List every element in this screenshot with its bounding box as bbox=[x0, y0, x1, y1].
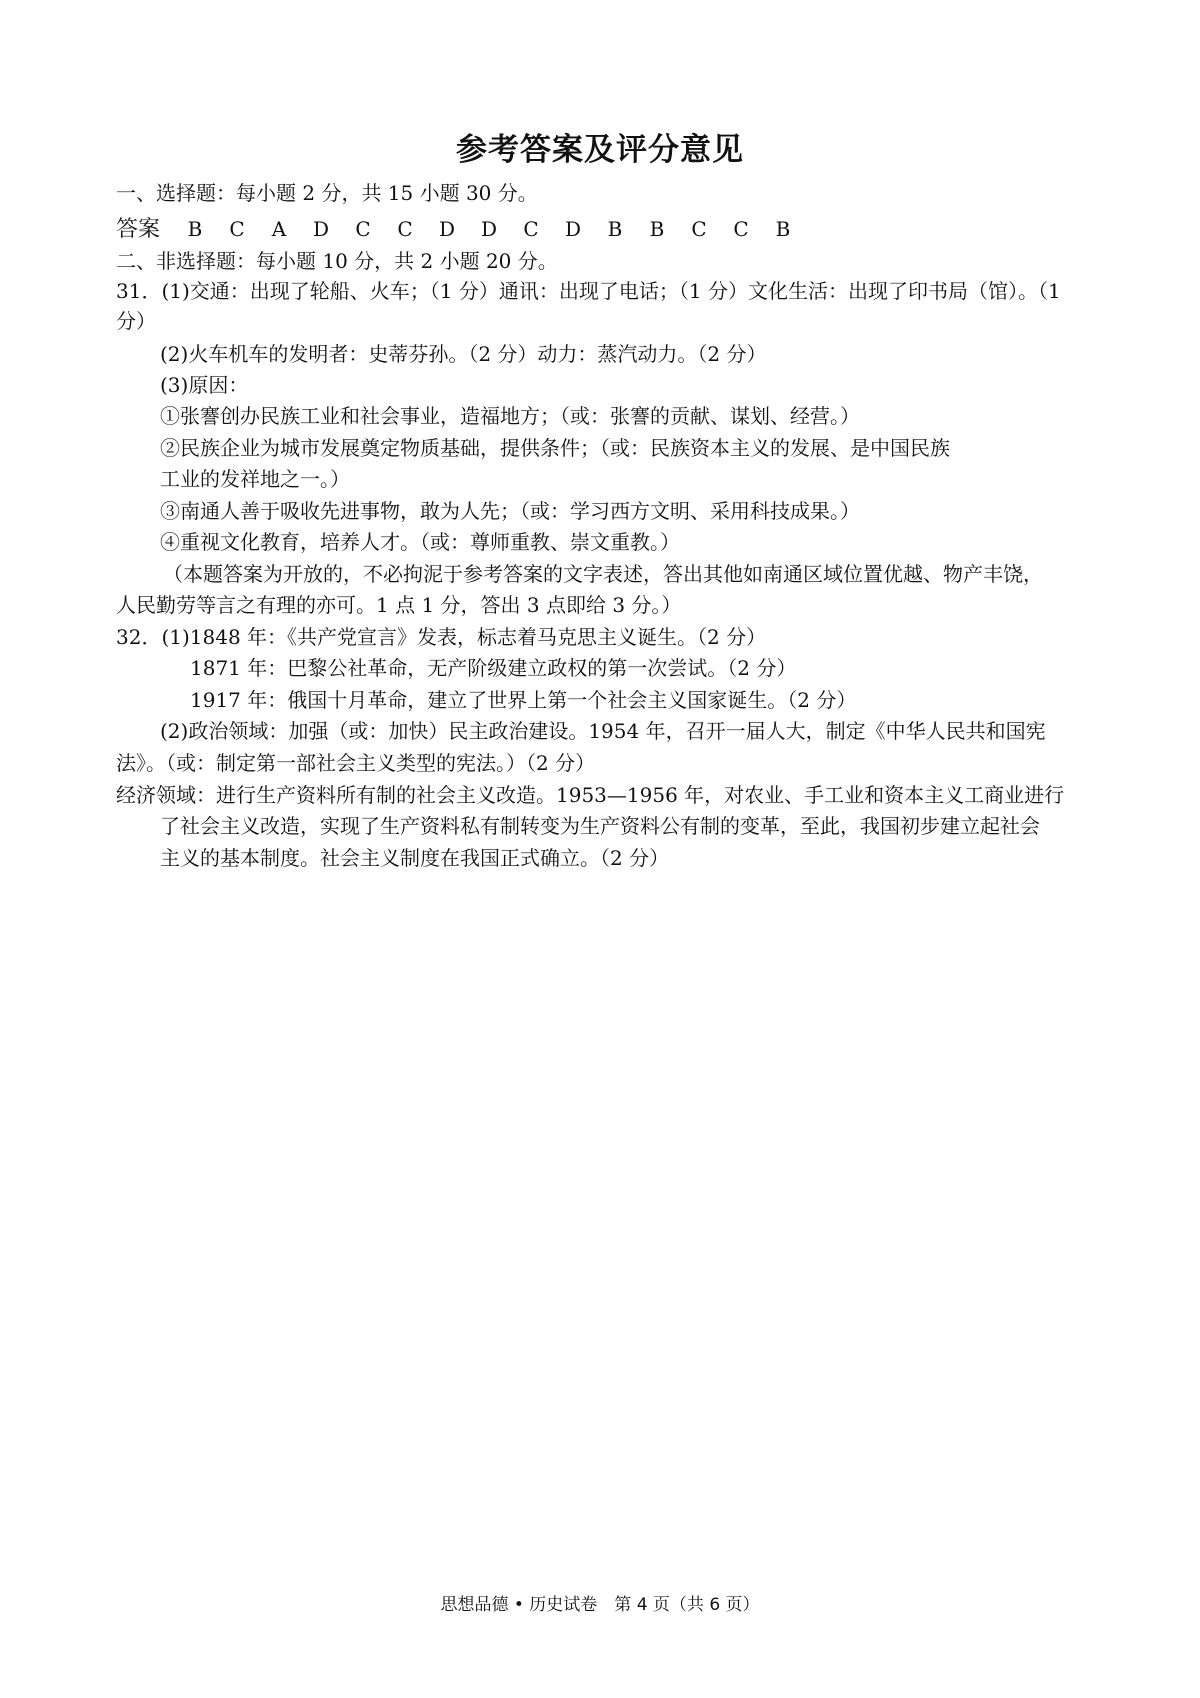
answer-label: 答案 bbox=[116, 217, 161, 242]
q31-part1-line1: 31．(1)交通：出现了轮船、火车；（1 分）通讯：出现了电话；（1 分）文化生活：出现了印书局（馆）。（1 bbox=[116, 279, 1061, 303]
answer-option: B bbox=[775, 217, 791, 241]
q32-part2-line1: (2)政治领域：加强（或：加快）民主政治建设。1954 年，召开一届人大，制定《中华人民共和国宪 bbox=[160, 719, 1046, 743]
section1-heading: 一、选择题：每小题 2 分，共 15 小题 30 分。 bbox=[116, 181, 538, 205]
answer-option: B bbox=[607, 217, 623, 241]
q31-reason-3: ③南通人善于吸收先进事物，敢为人先；（或：学习西方文明、采用科技成果。） bbox=[160, 499, 860, 523]
answer-option: C bbox=[229, 217, 245, 241]
answer-option: C bbox=[691, 217, 707, 241]
answer-option: D bbox=[438, 217, 456, 241]
answer-option: B bbox=[649, 217, 665, 241]
q32-part2-line2: 法》。（或：制定第一部社会主义类型的宪法。）（2 分） bbox=[116, 751, 596, 775]
q31-reason-2-line1: ②民族企业为城市发展奠定物质基础，提供条件；（或：民族资本主义的发展、是中国民族 bbox=[160, 436, 950, 460]
q31-note-line2: 人民勤劳等言之有理的亦可。1 点 1 分，答出 3 点即给 3 分。） bbox=[116, 593, 682, 617]
q31-part1-line2: 分） bbox=[116, 309, 156, 333]
q31-part2: (2)火车机车的发明者：史蒂芬孙。（2 分）动力：蒸汽动力。（2 分） bbox=[160, 342, 767, 366]
answer-option: C bbox=[397, 217, 413, 241]
q32-econ-line1: 经济领域：进行生产资料所有制的社会主义改造。1953—1956 年，对农业、手工业和资本主义工商业进行 bbox=[116, 783, 1065, 807]
answer-option: D bbox=[312, 217, 330, 241]
q31-note-line1: （本题答案为开放的，不必拘泥于参考答案的文字表述，答出其他如南通区域位置优越、物产丰饶， bbox=[163, 562, 1043, 586]
q32-part1-a: 32．(1)1848 年：《共产党宣言》发表，标志着马克思主义诞生。（2 分） bbox=[116, 625, 767, 649]
q32-part1-b: 1871 年：巴黎公社革命，无产阶级建立政权的第一次尝试。（2 分） bbox=[190, 656, 797, 680]
answer-option: C bbox=[355, 217, 371, 241]
answer-option: B bbox=[187, 217, 203, 241]
page-title: 参考答案及评分意见 bbox=[456, 132, 744, 168]
q31-part3-heading: (3)原因： bbox=[160, 373, 249, 397]
answer-option: D bbox=[480, 217, 498, 241]
q32-econ-line3: 主义的基本制度。社会主义制度在我国正式确立。（2 分） bbox=[160, 846, 670, 870]
q32-econ-line2: 了社会主义改造，实现了生产资料私有制转变为生产资料公有制的变革，至此，我国初步建立起社会 bbox=[160, 814, 1040, 838]
answer-list bbox=[174, 217, 804, 241]
q31-reason-1: ①张謇创办民族工业和社会事业，造福地方；（或：张謇的贡献、谋划、经营。） bbox=[160, 404, 860, 428]
answer-option: C bbox=[733, 217, 749, 241]
answer-option: D bbox=[564, 217, 582, 241]
q32-part1-c: 1917 年：俄国十月革命，建立了世界上第一个社会主义国家诞生。（2 分） bbox=[190, 688, 857, 712]
answer-row bbox=[116, 212, 804, 243]
answer-option: A bbox=[271, 217, 287, 241]
answer-option: C bbox=[523, 217, 539, 241]
q31-reason-4: ④重视文化教育，培养人才。（或：尊师重教、崇文重教。） bbox=[160, 530, 680, 554]
q31-reason-2-line2: 工业的发祥地之一。） bbox=[160, 467, 350, 491]
page-footer: 思想品德 • 历史试卷 第 4 页（共 6 页） bbox=[440, 1595, 760, 1615]
section2-heading: 二、非选择题：每小题 10 分，共 2 小题 20 分。 bbox=[116, 249, 558, 273]
